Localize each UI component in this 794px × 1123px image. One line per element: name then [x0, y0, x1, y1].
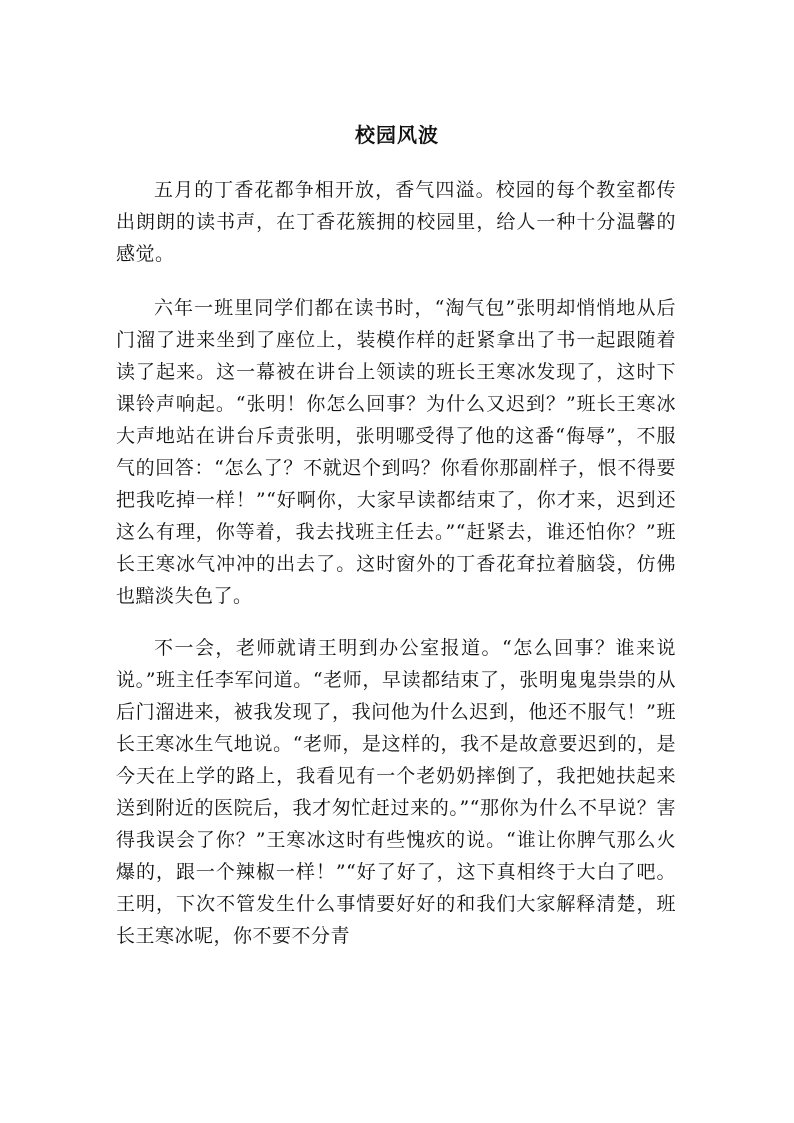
document-title: 校园风波	[355, 123, 439, 147]
document-body	[116, 174, 676, 970]
paragraph-1: 五月的丁香花都争相开放，香气四溢。校园的每个教室都传出朗朗的读书声，在丁香花簇拥的校园里，给人一种十分温馨的感觉。	[116, 179, 676, 265]
paragraph-3: 不一会，老师就请王明到办公室报道。“怎么回事？谁来说说。”班主任李军问道。“老师，早读都结束了，张明鬼鬼祟祟的从后门溜进来，被我发现了，我问他为什么迟到，他还不服气！”班长王寒冰生气地说。“老师，是这样的，我不是故意要迟到的，是今天在上学的路上，我看见有一个老奶奶摔倒了，我把她扶起来送到附近的医院后，我才匆忙赶过来的。”“那你为什么不早说？害得我误会了你？”王寒冰这时有些愧疚的说。“谁让你脾气那么火爆的，跟一个辣椒一样！”“好了好了，这下真相终于大白了吧。王明，下次不管发生什么事情要好好的和我们大家解释清楚，班长王寒冰呢，你不要不分青	[116, 637, 676, 947]
paragraph-2: 六年一班里同学们都在读书时，“淘气包”张明却悄悄地从后门溜了进来坐到了座位上，装模作样的赶紧拿出了书一起跟随着读了起来。这一幕被在讲台上领读的班长王寒冰发现了，这时下课铃声响起。“张明！你怎么回事？为什么又迟到？”班长王寒冰大声地站在讲台斥责张明，张明哪受得了他的这番“侮辱”，不服气的回答：“怎么了？不就迟个到吗？你看你那副样子，恨不得要把我吃掉一样！”“好啊你，大家早读都结束了，你才来，迟到还这么有理，你等着，我去找班主任去。”“赶紧去，谁还怕你？”班长王寒冰气冲冲的出去了。这时窗外的丁香花耷拉着脑袋，仿佛也黯淡失色了。	[116, 297, 676, 607]
